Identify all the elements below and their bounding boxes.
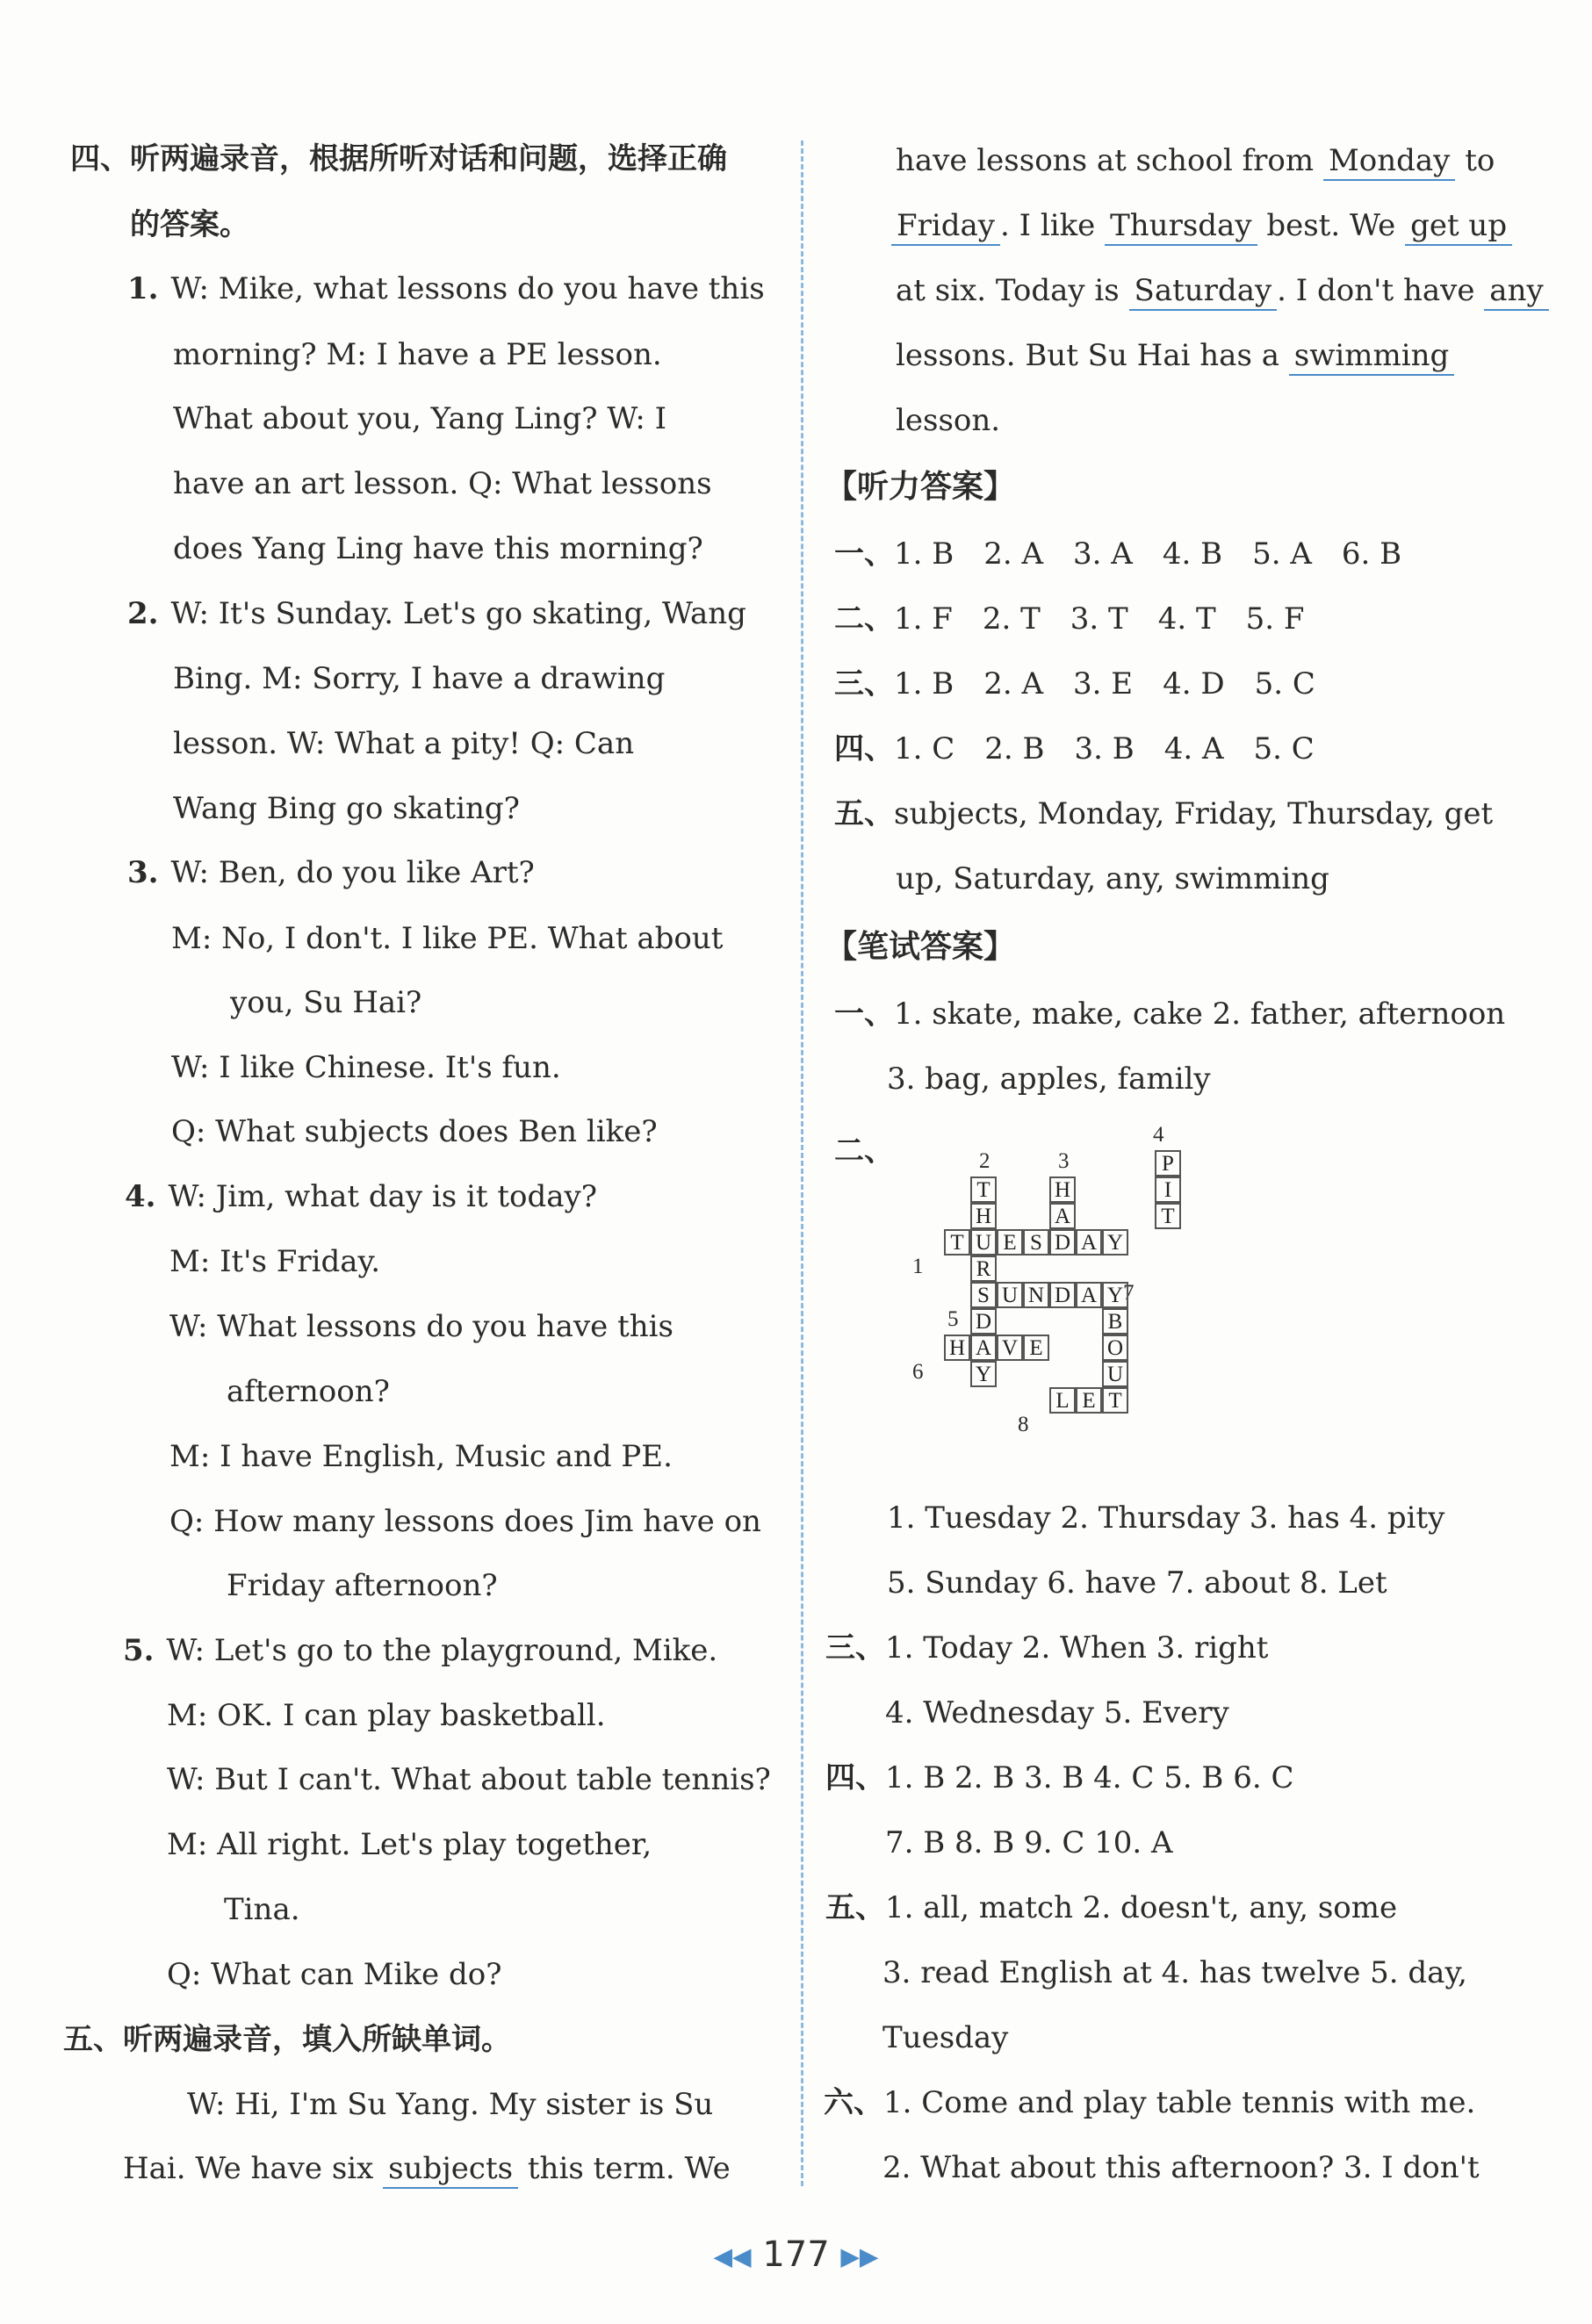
section-4-title-cont: 的答案。 (130, 207, 249, 242)
fill-blank: Saturday (1129, 272, 1278, 311)
fill-blank: get up (1405, 207, 1512, 246)
q5-line: 5. W: Let's go to the playground, Mike. (123, 1633, 718, 1668)
s5-cont-line: lessons. But Su Hai has a swimming (896, 337, 1454, 376)
crossword-cell: U (1102, 1361, 1128, 1387)
section-4-title: 四、听两遍录音，根据所听对话和问题，选择正确 (70, 141, 727, 176)
written-answer-row: Tuesday (882, 2020, 1009, 2055)
q4-line: afternoon? (227, 1374, 390, 1409)
fill-blank: Monday (1323, 142, 1455, 181)
q5-line: M: All right. Let's play together, (167, 1827, 652, 1862)
crossword-cell: D (1049, 1229, 1076, 1256)
fill-blank: any (1484, 272, 1548, 311)
clue-number: 2 (979, 1149, 990, 1173)
section-5-title: 五、听两遍录音，填入所缺单词。 (63, 2022, 511, 2057)
written-answer-row: 一、1. skate, make, cake 2. father, afternoon (834, 997, 1506, 1032)
q3-line: 3. W: Ben, do you like Art? (127, 855, 535, 890)
q3-line: Q: What subjects does Ben like? (171, 1114, 658, 1149)
fill-blank: Thursday (1105, 207, 1257, 246)
listen-answer-row: 二、1. F 2. T 3. T 4. T 5. F (834, 601, 1305, 637)
crossword-cell: U (970, 1229, 997, 1256)
crossword-cell: A (970, 1335, 997, 1361)
q4-line: Friday afternoon? (227, 1568, 498, 1603)
listening-answers-title: 【听力答案】 (825, 469, 1016, 505)
listen-answer-row: 三、1. B 2. A 3. E 4. D 5. C (834, 666, 1315, 702)
crossword-cell: Y (970, 1361, 997, 1387)
q1-line: have an art lesson. Q: What lessons (173, 466, 712, 501)
s5-cont-line: Friday . I like Thursday best. We get up (891, 207, 1512, 246)
q4-line: W: What lessons do you have this (169, 1309, 674, 1344)
crossword-cell: V (997, 1335, 1023, 1361)
crossword-cell: E (997, 1229, 1023, 1256)
written-answer-row: 3. bag, apples, family (887, 1061, 1211, 1097)
crossword-cell: B (1102, 1308, 1128, 1335)
q1-line: does Yang Ling have this morning? (173, 531, 703, 566)
written-answer-row: 六、1. Come and play table tennis with me. (824, 2085, 1476, 2120)
page-number: 177 (762, 2234, 830, 2275)
clue-number: 1 (912, 1255, 924, 1278)
fill-blank: subjects (383, 2150, 518, 2189)
crossword-label: 二、 (834, 1133, 894, 1169)
crossword-cell: U (997, 1282, 1023, 1308)
s5-line: Hai. We have six subjects this term. We (123, 2150, 731, 2189)
crossword-cell: D (1049, 1282, 1076, 1308)
q1-line: What about you, Yang Ling? W: I (173, 401, 667, 436)
next-page-icon[interactable]: ▶▶ (840, 2241, 879, 2271)
s5-cont-line: at six. Today is Saturday . I don't have any (896, 272, 1549, 311)
written-answer-row: 四、1. B 2. B 3. B 4. C 5. B 6. C (825, 1760, 1294, 1795)
crossword-cell: A (1076, 1282, 1102, 1308)
clue-number: 8 (1018, 1413, 1029, 1436)
crossword-cell: A (1076, 1229, 1102, 1256)
crossword-cell: T (970, 1176, 997, 1203)
q5-line: Q: What can Mike do? (167, 1957, 502, 1992)
q4-line: Q: How many lessons does Jim have on (169, 1504, 761, 1539)
crossword-cell: H (970, 1203, 997, 1229)
crossword-grid (891, 1123, 1286, 1466)
written-answer-row: 7. B 8. B 9. C 10. A (885, 1825, 1173, 1860)
clue-number: 5 (947, 1307, 959, 1331)
crossword-cell: H (944, 1335, 970, 1361)
written-answer-row: 五、1. all, match 2. doesn't, any, some (825, 1890, 1398, 1925)
q5-line: M: OK. I can play basketball. (167, 1698, 606, 1733)
crossword-cell: E (1023, 1335, 1049, 1361)
listen-answer-row: 四、1. C 2. B 3. B 4. A 5. C (834, 731, 1315, 766)
clue-number: 4 (1153, 1123, 1164, 1147)
s5-cont-line: have lessons at school from Monday to (896, 142, 1495, 181)
crossword-cell: I (1155, 1176, 1181, 1203)
crossword-cell: E (1076, 1387, 1102, 1414)
listen-answer-row: 五、subjects, Monday, Friday, Thursday, get (834, 796, 1494, 831)
listen-answer-row: 一、1. B 2. A 3. A 4. B 5. A 6. B (834, 536, 1402, 572)
crossword-cell: Y (1102, 1229, 1128, 1256)
q2-line: Wang Bing go skating? (173, 791, 520, 826)
written-answer-row: 5. Sunday 6. have 7. about 8. Let (887, 1565, 1387, 1601)
s5-cont-line: lesson. (896, 403, 1001, 438)
crossword-cell: H (1049, 1176, 1076, 1203)
q3-line: M: No, I don't. I like PE. What about (171, 921, 724, 956)
written-answer-row: 2. What about this afternoon? 3. I don't (882, 2150, 1480, 2185)
crossword-cell: N (1023, 1282, 1049, 1308)
q1-line: morning? M: I have a PE lesson. (173, 337, 662, 372)
crossword-cell: T (944, 1229, 970, 1256)
s5-line: W: Hi, I'm Su Yang. My sister is Su (187, 2087, 714, 2122)
crossword-cell: D (970, 1308, 997, 1335)
written-answer-row: 三、1. Today 2. When 3. right (825, 1630, 1269, 1666)
crossword-cell: T (1102, 1387, 1128, 1414)
q5-line: W: But I can't. What about table tennis? (167, 1762, 771, 1797)
q1-line: 1. W: Mike, what lessons do you have this (127, 271, 765, 306)
page-footer (0, 2234, 1592, 2275)
crossword-cell: O (1102, 1335, 1128, 1361)
crossword-cell: S (970, 1282, 997, 1308)
crossword-cell: S (1023, 1229, 1049, 1256)
q4-line: 4. W: Jim, what day is it today? (125, 1179, 597, 1214)
clue-number: 7 (1123, 1281, 1135, 1305)
q4-line: M: It's Friday. (169, 1244, 381, 1279)
written-answer-row: 1. Tuesday 2. Thursday 3. has 4. pity (887, 1500, 1445, 1536)
fill-blank: swimming (1289, 337, 1454, 376)
q3-line: you, Su Hai? (230, 985, 422, 1020)
q2-line: Bing. M: Sorry, I have a drawing (173, 661, 666, 696)
listen-answer-row: up, Saturday, any, swimming (896, 861, 1329, 896)
crossword-cell: A (1049, 1203, 1076, 1229)
clue-number: 3 (1058, 1149, 1070, 1173)
written-answer-row: 3. read English at 4. has twelve 5. day, (882, 1955, 1467, 1990)
q2-line: 2. W: It's Sunday. Let's go skating, Wang (127, 596, 746, 631)
q4-line: M: I have English, Music and PE. (169, 1439, 673, 1474)
written-answer-row: 4. Wednesday 5. Every (885, 1695, 1229, 1730)
clue-number: 6 (912, 1360, 924, 1384)
q5-line: Tina. (224, 1892, 300, 1927)
written-answers-title: 【笔试答案】 (825, 929, 1016, 965)
fill-blank: Friday (891, 207, 1000, 246)
crossword-cell: Y (1102, 1282, 1128, 1308)
crossword-cell: P (1155, 1150, 1181, 1176)
previous-page-icon[interactable]: ◀◀ (713, 2241, 752, 2271)
q2-line: lesson. W: What a pity! Q: Can (173, 726, 635, 761)
column-divider (801, 140, 803, 2186)
crossword-cell: R (970, 1256, 997, 1282)
q3-line: W: I like Chinese. It's fun. (171, 1050, 561, 1085)
crossword-cell: L (1049, 1387, 1076, 1414)
crossword-cell: T (1155, 1203, 1181, 1229)
